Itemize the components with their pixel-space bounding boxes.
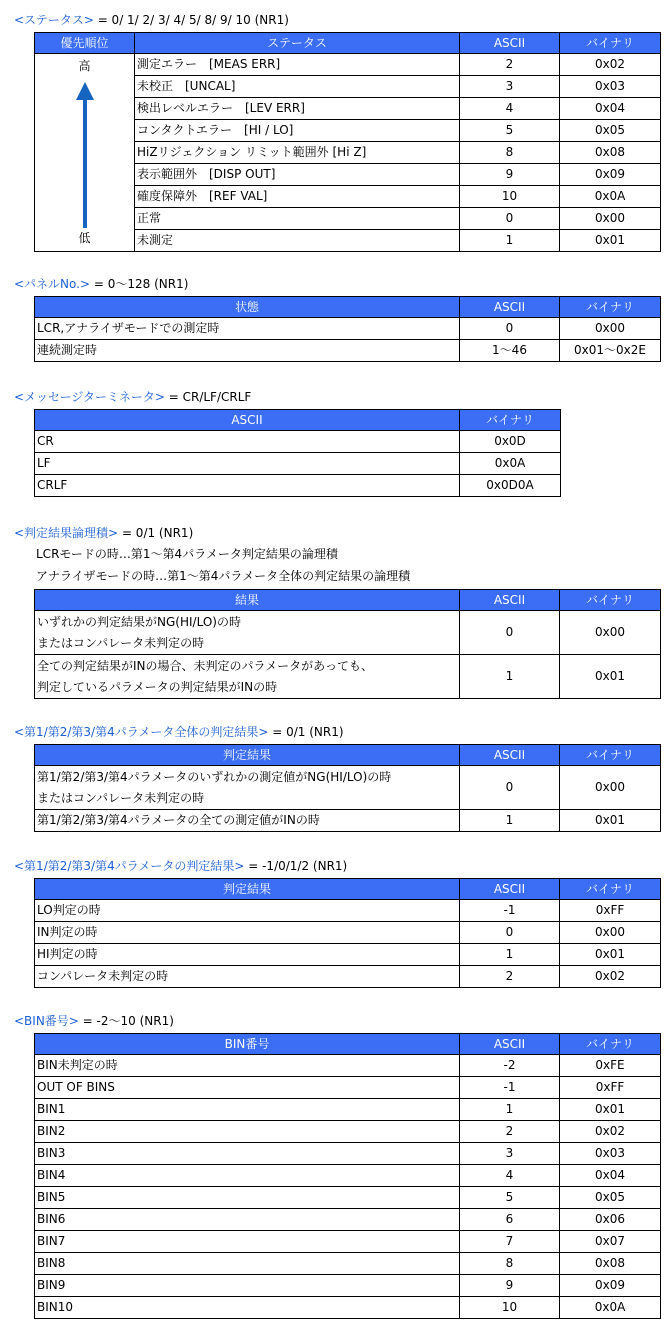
- binary-value: 0x0D0A: [460, 475, 561, 497]
- judge-and-section-title: [14, 523, 193, 543]
- binary-value: 0x08: [560, 142, 661, 164]
- bin-title-value: = -2～10 (NR1): [78, 1014, 174, 1028]
- column-header: バイナリ: [560, 1034, 661, 1055]
- table-header-row: [35, 745, 661, 766]
- judge-each-section-title: [14, 856, 347, 876]
- column-header: バイナリ: [560, 590, 661, 611]
- status-name: 未校正 [UNCAL]: [135, 76, 460, 98]
- bin-name: BIN10: [35, 1297, 460, 1319]
- binary-value: 0xFF: [560, 1077, 661, 1099]
- judge-all-table: [34, 744, 661, 832]
- ascii-value: 3: [460, 1143, 560, 1165]
- table-row: [35, 1253, 661, 1275]
- table-row: [35, 1055, 661, 1077]
- ascii-value: 0: [460, 318, 560, 340]
- table-row: [35, 318, 661, 340]
- judge-each-title-value: = -1/0/1/2 (NR1): [244, 859, 348, 873]
- binary-value: 0x01: [560, 1099, 661, 1121]
- binary-value: 0x02: [560, 54, 661, 76]
- judge-and-title-tag: <判定結果論理積>: [14, 526, 119, 540]
- ascii-value: -1: [460, 1077, 560, 1099]
- ascii-value: 2: [460, 1121, 560, 1143]
- table-row: [35, 1275, 661, 1297]
- state-name: 連続測定時: [35, 340, 460, 362]
- binary-value: 0x00: [560, 318, 661, 340]
- judge-and-note-lcr: LCRモードの時…第1～第4パラメータ判定結果の論理積: [36, 547, 338, 561]
- table-row: [35, 611, 661, 655]
- table-header-row: [35, 33, 661, 54]
- result-description: IN判定の時: [35, 922, 460, 944]
- result-description: HI判定の時: [35, 944, 460, 966]
- binary-value: 0x0A: [560, 1297, 661, 1319]
- ascii-value: 9: [460, 1275, 560, 1297]
- ascii-value: 4: [460, 98, 560, 120]
- table-row: [35, 1121, 661, 1143]
- ascii-value: 1: [460, 1099, 560, 1121]
- binary-value: 0x05: [560, 120, 661, 142]
- bin-title-tag: <BIN番号>: [14, 1014, 79, 1028]
- column-header: 結果: [35, 590, 460, 611]
- binary-value: 0xFF: [560, 900, 661, 922]
- table-header-row: [35, 297, 661, 318]
- bin-name: BIN未判定の時: [35, 1055, 460, 1077]
- priority-cell: [35, 54, 135, 252]
- ascii-value: CRLF: [35, 475, 460, 497]
- binary-value: 0x01: [560, 230, 661, 252]
- judge-each-table: [34, 878, 661, 988]
- judge-and-title-value: = 0/1 (NR1): [118, 526, 194, 540]
- column-header: バイナリ: [560, 745, 661, 766]
- ascii-value: 0: [460, 766, 560, 810]
- status-name: 表示範囲外 [DISP OUT]: [135, 164, 460, 186]
- column-header: ステータス: [135, 33, 460, 54]
- binary-value: 0x0A: [460, 453, 561, 475]
- result-description: [35, 611, 460, 655]
- column-header: 判定結果: [35, 879, 460, 900]
- status-name: 確度保障外 [REF VAL]: [135, 186, 460, 208]
- ascii-value: 1～46: [460, 340, 560, 362]
- ascii-value: 1: [460, 944, 560, 966]
- table-row: [35, 431, 561, 453]
- ascii-value: -1: [460, 900, 560, 922]
- column-header: ASCII: [460, 590, 560, 611]
- bin-name: OUT OF BINS: [35, 1077, 460, 1099]
- column-header: ASCII: [460, 33, 560, 54]
- binary-value: 0x03: [560, 1143, 661, 1165]
- judge-all-section-title: [14, 722, 344, 742]
- table-row: [35, 1231, 661, 1253]
- ascii-value: 7: [460, 1231, 560, 1253]
- binary-value: 0x0D: [460, 431, 561, 453]
- column-header: ASCII: [460, 297, 560, 318]
- table-row: [35, 1077, 661, 1099]
- ascii-value: 6: [460, 1209, 560, 1231]
- ascii-value: 10: [460, 186, 560, 208]
- ascii-value: 10: [460, 1297, 560, 1319]
- judge-all-title-tag: <第1/第2/第3/第4パラメータ全体の判定結果>: [14, 725, 269, 739]
- ascii-value: 1: [460, 810, 560, 832]
- binary-value: 0x03: [560, 76, 661, 98]
- column-header: バイナリ: [460, 410, 561, 431]
- ascii-value: 5: [460, 1187, 560, 1209]
- status-name: 測定エラー [MEAS ERR]: [135, 54, 460, 76]
- state-name: LCR,アナライザモードでの測定時: [35, 318, 460, 340]
- result-line: 第1/第2/第3/第4パラメータのいずれかの測定値がNG(HI/LO)の時: [37, 769, 392, 784]
- result-description: [35, 655, 460, 699]
- binary-value: 0x04: [560, 1165, 661, 1187]
- ascii-value: 2: [460, 966, 560, 988]
- ascii-value: 1: [460, 230, 560, 252]
- table-row: [35, 475, 561, 497]
- status-name: 正常: [135, 208, 460, 230]
- column-header: BIN番号: [35, 1034, 460, 1055]
- terminator-title-value: = CR/LF/CRLF: [164, 390, 252, 404]
- result-description: コンパレータ未判定の時: [35, 966, 460, 988]
- binary-value: 0x01～0x2E: [560, 340, 661, 362]
- ascii-value: CR: [35, 431, 460, 453]
- table-row: [35, 340, 661, 362]
- column-header: ASCII: [35, 410, 460, 431]
- table-row: [35, 1143, 661, 1165]
- bin-table: [34, 1033, 661, 1319]
- column-header: 優先順位: [35, 33, 135, 54]
- ascii-value: 0: [460, 611, 560, 655]
- terminator-section-title: [14, 387, 251, 407]
- panel-section-title: [14, 274, 188, 294]
- ascii-value: 0: [460, 208, 560, 230]
- binary-value: 0x02: [560, 966, 661, 988]
- table-row: [35, 54, 661, 76]
- table-row: [35, 944, 661, 966]
- table-row: [35, 900, 661, 922]
- column-header: バイナリ: [560, 297, 661, 318]
- ascii-value: 9: [460, 164, 560, 186]
- table-row: [35, 453, 561, 475]
- terminator-table: [34, 409, 561, 497]
- table-row: [35, 810, 661, 832]
- status-section-title: [14, 10, 289, 30]
- bin-name: BIN9: [35, 1275, 460, 1297]
- table-header-row: [35, 590, 661, 611]
- binary-value: 0x08: [560, 1253, 661, 1275]
- bin-name: BIN7: [35, 1231, 460, 1253]
- ascii-value: 8: [460, 1253, 560, 1275]
- ascii-value: 1: [460, 655, 560, 699]
- binary-value: 0x00: [560, 611, 661, 655]
- bin-name: BIN4: [35, 1165, 460, 1187]
- table-row: [35, 1209, 661, 1231]
- result-line: 判定しているパラメータの判定結果がINの時: [37, 679, 278, 694]
- column-header: バイナリ: [560, 879, 661, 900]
- binary-value: 0x00: [560, 766, 661, 810]
- ascii-value: 8: [460, 142, 560, 164]
- column-header: 状態: [35, 297, 460, 318]
- ascii-value: -2: [460, 1055, 560, 1077]
- ascii-value: LF: [35, 453, 460, 475]
- result-description: LO判定の時: [35, 900, 460, 922]
- result-line: いずれかの判定結果がNG(HI/LO)の時: [37, 614, 241, 629]
- table-header-row: [35, 410, 561, 431]
- bin-name: BIN2: [35, 1121, 460, 1143]
- judge-and-note-analyzer: アナライザモードの時…第1～第4パラメータ全体の判定結果の論理積: [36, 569, 411, 583]
- up-arrow-icon: [75, 80, 95, 230]
- ascii-value: 4: [460, 1165, 560, 1187]
- column-header: バイナリ: [560, 33, 661, 54]
- binary-value: 0x09: [560, 1275, 661, 1297]
- judge-and-table: [34, 589, 661, 699]
- status-title-value: = 0/ 1/ 2/ 3/ 4/ 5/ 8/ 9/ 10 (NR1): [93, 13, 289, 27]
- bin-name: BIN8: [35, 1253, 460, 1275]
- result-line: またはコンパレータ未判定の時: [37, 635, 205, 650]
- status-table: [34, 32, 661, 252]
- panel-table: [34, 296, 661, 362]
- status-name: 未測定: [135, 230, 460, 252]
- binary-value: 0x02: [560, 1121, 661, 1143]
- result-line: 全ての判定結果がINの場合、未判定のパラメータがあっても、: [37, 658, 374, 673]
- binary-value: 0xFE: [560, 1055, 661, 1077]
- binary-value: 0x00: [560, 922, 661, 944]
- ascii-value: 2: [460, 54, 560, 76]
- table-row: [35, 1297, 661, 1319]
- binary-value: 0x01: [560, 944, 661, 966]
- binary-value: 0x06: [560, 1209, 661, 1231]
- result-description: [35, 766, 460, 810]
- table-row: [35, 1187, 661, 1209]
- column-header: ASCII: [460, 879, 560, 900]
- table-row: [35, 1099, 661, 1121]
- column-header: ASCII: [460, 1034, 560, 1055]
- table-row: [35, 1165, 661, 1187]
- bin-section-title: [14, 1011, 174, 1031]
- status-name: 検出レベルエラー [LEV ERR]: [135, 98, 460, 120]
- table-row: [35, 766, 661, 810]
- binary-value: 0x01: [560, 810, 661, 832]
- panel-title-tag: <パネルNo.>: [14, 277, 91, 291]
- column-header: 判定結果: [35, 745, 460, 766]
- column-header: ASCII: [460, 745, 560, 766]
- table-row: [35, 655, 661, 699]
- bin-name: BIN1: [35, 1099, 460, 1121]
- ascii-value: 5: [460, 120, 560, 142]
- table-row: [35, 922, 661, 944]
- ascii-value: 3: [460, 76, 560, 98]
- status-name: コンタクトエラー [HI / LO]: [135, 120, 460, 142]
- ascii-value: 0: [460, 922, 560, 944]
- binary-value: 0x09: [560, 164, 661, 186]
- bin-name: BIN3: [35, 1143, 460, 1165]
- binary-value: 0x01: [560, 655, 661, 699]
- judge-all-title-value: = 0/1 (NR1): [268, 725, 344, 739]
- binary-value: 0x0A: [560, 186, 661, 208]
- result-line: またはコンパレータ未判定の時: [37, 790, 205, 805]
- result-description: 第1/第2/第3/第4パラメータの全ての測定値がINの時: [35, 810, 460, 832]
- table-header-row: [35, 1034, 661, 1055]
- binary-value: 0x07: [560, 1231, 661, 1253]
- panel-title-value: = 0～128 (NR1): [90, 277, 189, 291]
- bin-name: BIN6: [35, 1209, 460, 1231]
- table-header-row: [35, 879, 661, 900]
- binary-value: 0x04: [560, 98, 661, 120]
- binary-value: 0x05: [560, 1187, 661, 1209]
- terminator-title-tag: <メッセージターミネータ>: [14, 390, 165, 404]
- bin-name: BIN5: [35, 1187, 460, 1209]
- priority-low-label: 低: [78, 231, 91, 245]
- judge-each-title-tag: <第1/第2/第3/第4パラメータの判定結果>: [14, 859, 245, 873]
- status-title-tag: <ステータス>: [14, 13, 94, 27]
- binary-value: 0x00: [560, 208, 661, 230]
- priority-high-label: 高: [78, 59, 91, 73]
- status-name: HiZリジェクション リミット範囲外 [Hi Z]: [135, 142, 460, 164]
- table-row: [35, 966, 661, 988]
